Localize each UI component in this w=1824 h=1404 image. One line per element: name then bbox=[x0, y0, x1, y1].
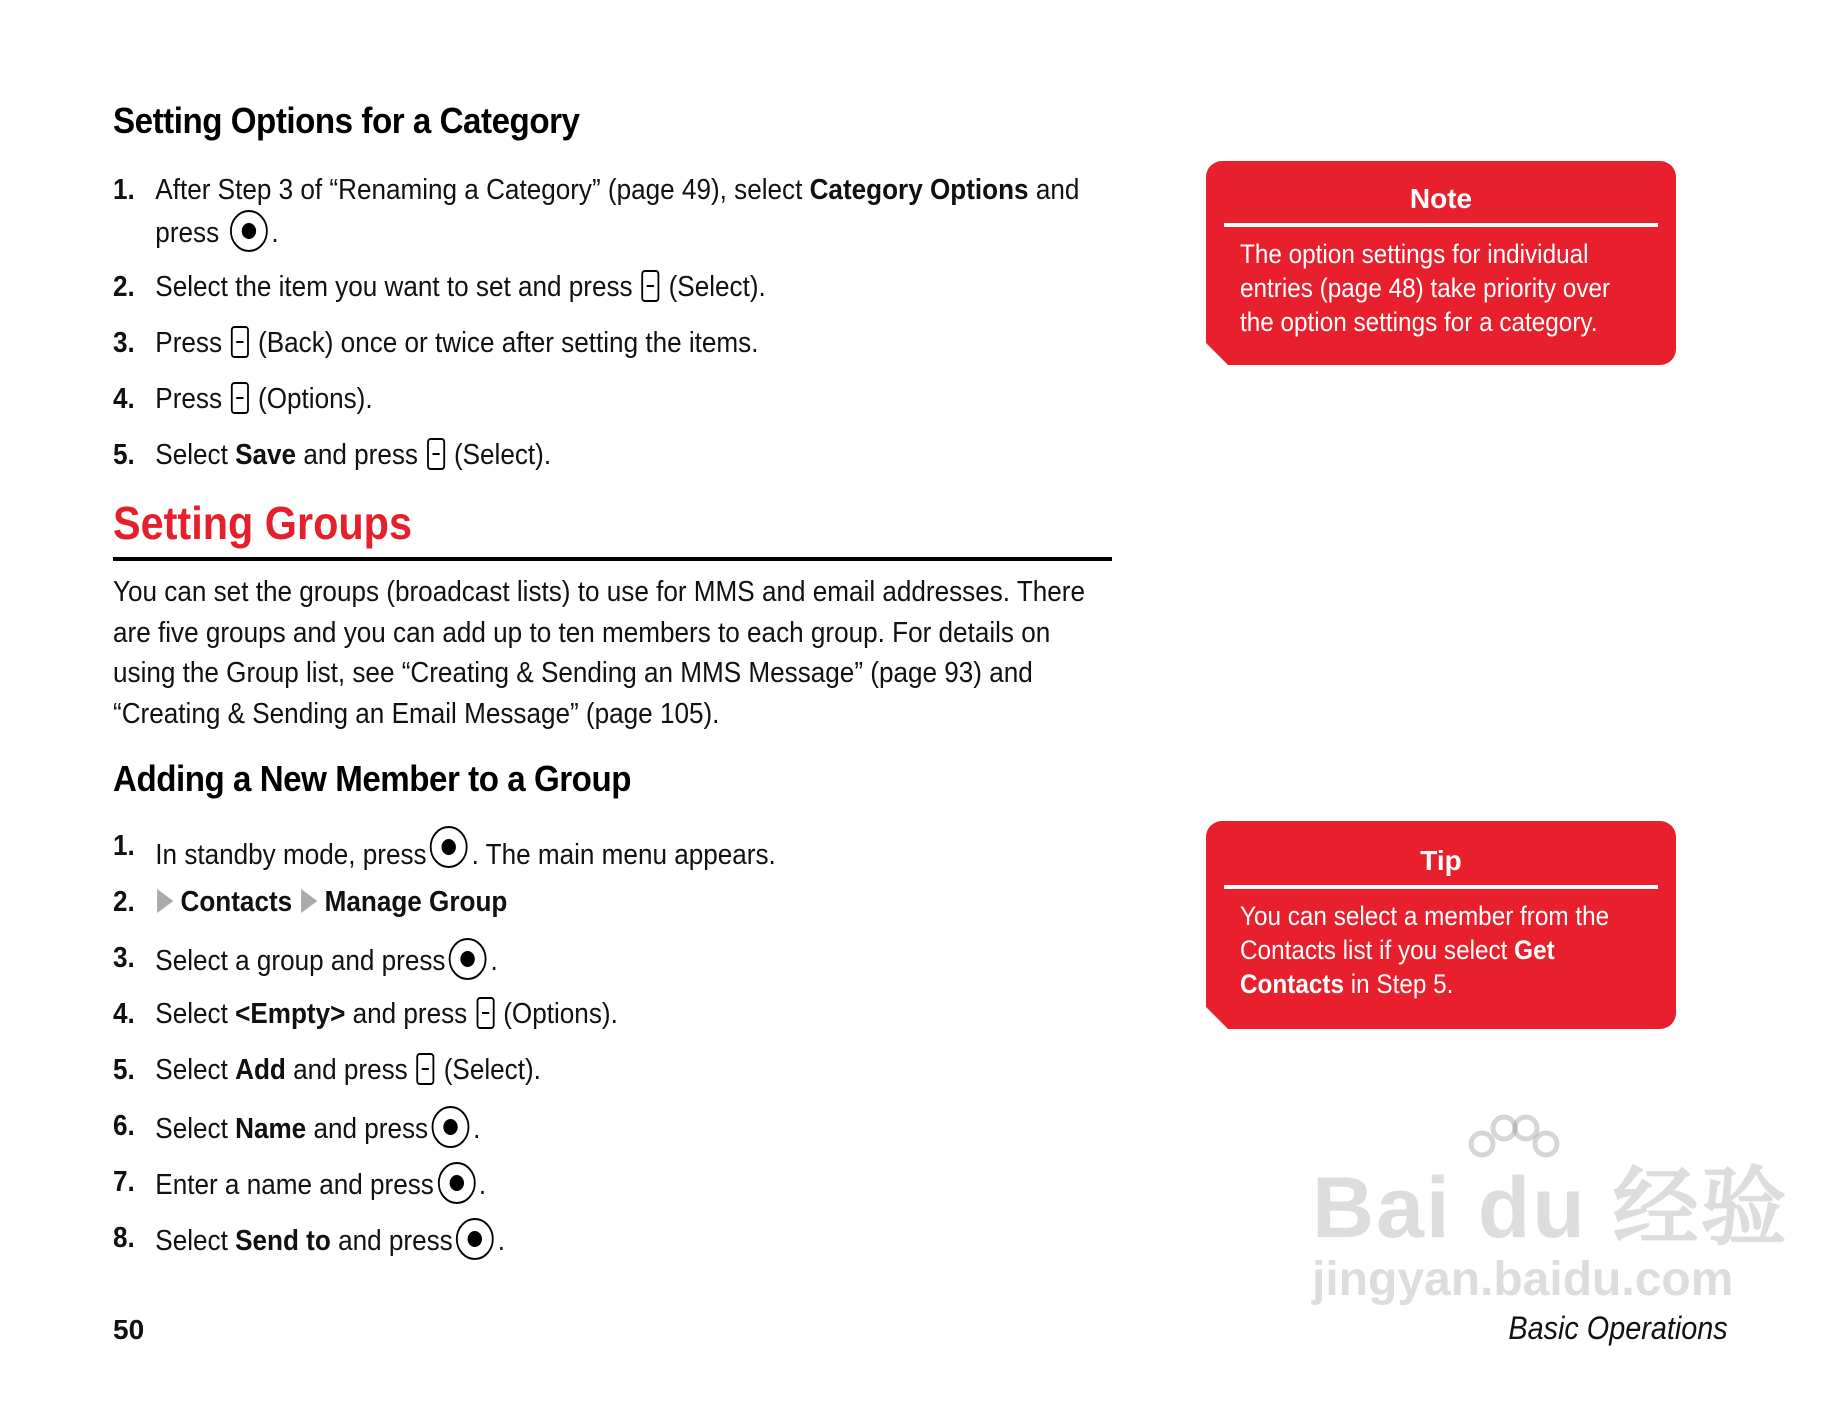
ok-key-icon bbox=[432, 1106, 470, 1148]
softkey-icon bbox=[642, 270, 660, 302]
softkey-icon bbox=[427, 438, 445, 470]
ok-key-icon bbox=[449, 938, 487, 980]
tip-title: Tip bbox=[1420, 845, 1462, 876]
softkey-icon bbox=[417, 1053, 435, 1085]
menu-arrow-icon bbox=[157, 889, 173, 913]
softkey-icon bbox=[231, 326, 249, 358]
tip-divider bbox=[1224, 885, 1658, 889]
paw-logo-icon bbox=[1462, 1114, 1562, 1174]
page-number: 50 bbox=[113, 1314, 145, 1345]
tip-box bbox=[1206, 821, 1676, 1029]
note-divider bbox=[1224, 223, 1658, 227]
note-box bbox=[1206, 161, 1676, 365]
heading-rule bbox=[113, 557, 1112, 561]
ok-key-icon bbox=[437, 1162, 475, 1204]
section-heading-category-options: Setting Options for a Category bbox=[113, 100, 580, 141]
watermark: Bai du 经验 jingyan.baidu.com bbox=[1312, 1138, 1789, 1307]
ok-key-icon bbox=[456, 1218, 494, 1260]
ok-key-icon bbox=[430, 826, 468, 868]
softkey-icon bbox=[476, 997, 494, 1029]
section-heading-setting-groups: Setting Groups bbox=[113, 497, 413, 549]
menu-arrow-icon bbox=[301, 889, 317, 913]
softkey-icon bbox=[231, 382, 249, 414]
ok-key-icon bbox=[230, 210, 268, 252]
section-heading-adding-member: Adding a New Member to a Group bbox=[113, 758, 632, 799]
note-body: The option settings for individual entries (page 48) take priority over the option settings for a category. bbox=[1240, 239, 1611, 337]
setting-groups-paragraph: You can set the groups (broadcast lists) to use for MMS and email addresses. There are five groups and you can add up to ten members to each group. For details on using the Group list, see “Creating & Sending an MMS Message” (page 93) and “Creating & Sending an Email Message” (page 105). bbox=[113, 576, 1085, 730]
note-title: Note bbox=[1409, 183, 1473, 214]
tip-body: You can select a member from the Contacts list if you select Get Contacts in Step 5. bbox=[1240, 901, 1610, 999]
footer-section-title: Basic Operations bbox=[1508, 1310, 1728, 1346]
